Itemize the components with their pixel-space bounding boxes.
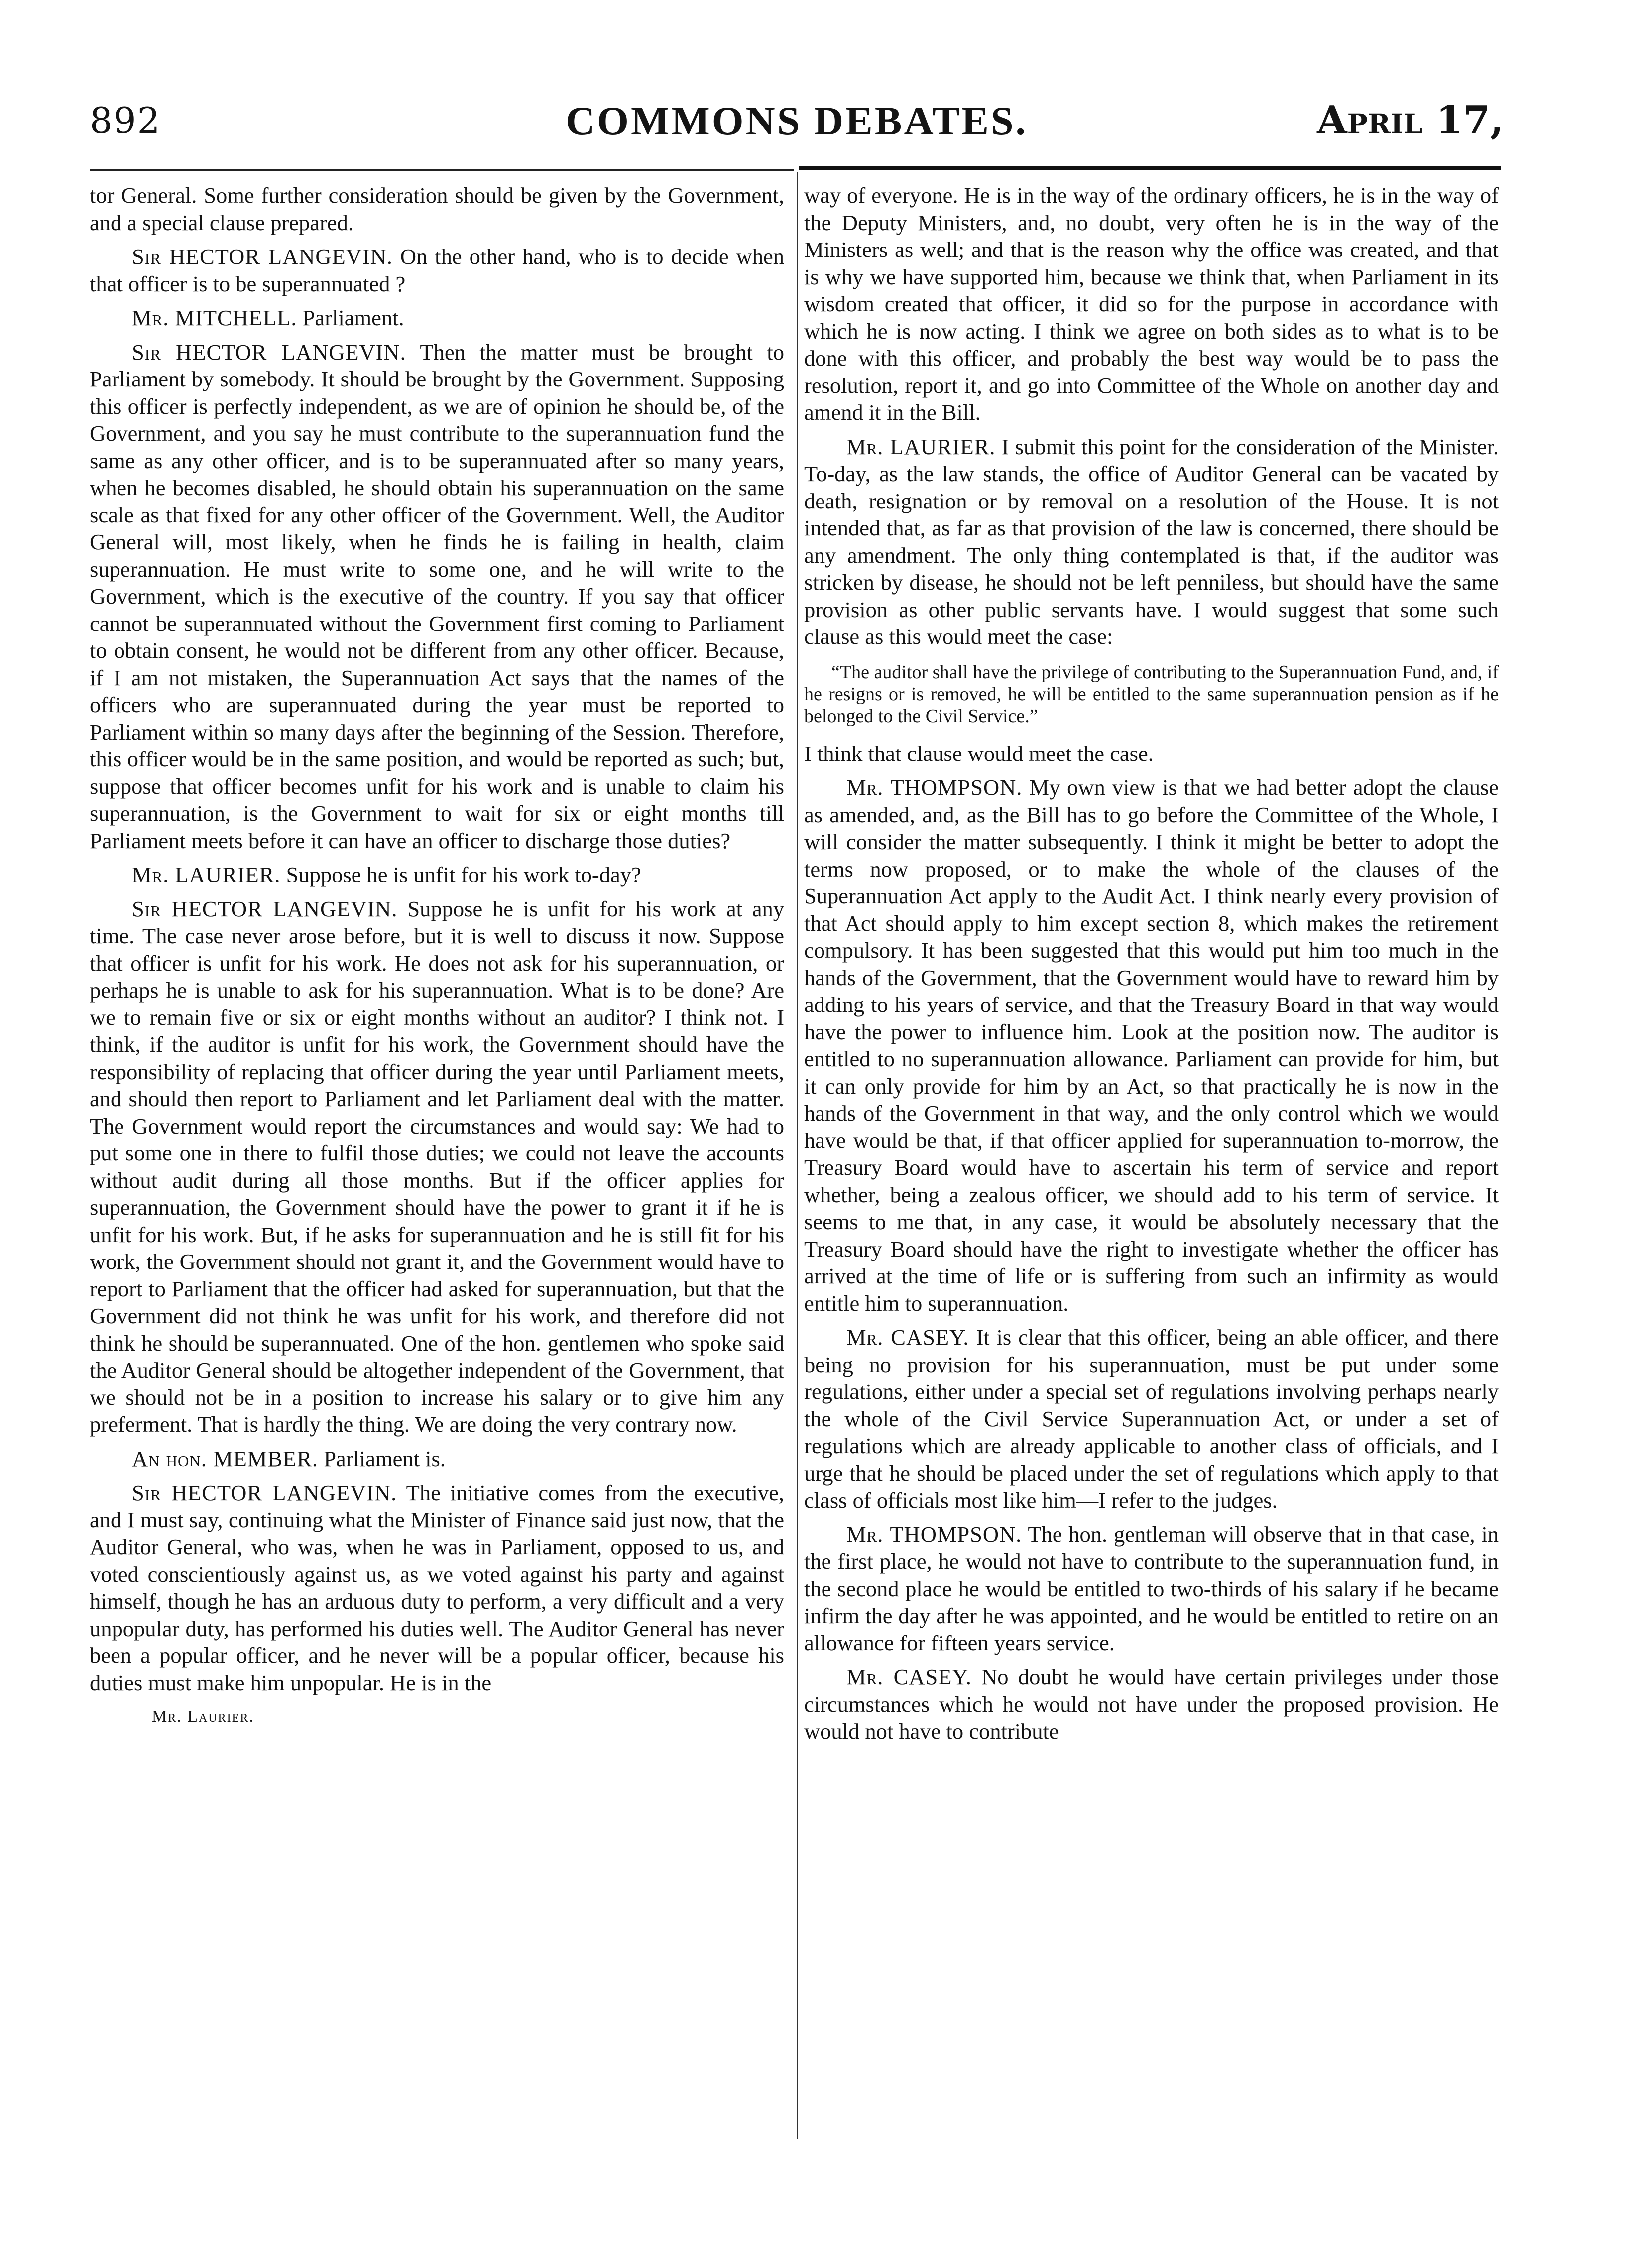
header-date: April 17, [1317, 98, 1504, 143]
header-rule-right [799, 166, 1501, 170]
paragraph [804, 1521, 1499, 1657]
speaker-name: Mr. LAURIER. [846, 434, 996, 459]
speaker-name: Sir HECTOR LANGEVIN. [132, 339, 406, 365]
paragraph [90, 243, 784, 297]
paragraph-text: Suppose he is unfit for his work to-day? [286, 862, 641, 887]
paragraph [804, 1663, 1499, 1745]
paragraph-text: Parliament. [302, 305, 404, 330]
paragraph-text: way of everyone. He is in the way of the ordinary officers, he is in the way of the Deputy Ministers, and, no doubt, very often he is in the way of the Ministers as well; and that is the reason why the office was created, and that is why we have supported him, because we think that, when Parliament in its wisdom created that officer, it did so for the purpose in accordance with which he is now acting. I think we agree on both sides as to what is to be done with this officer, and probably the best way would be to pass the resolution, report it, and go into Committee of the Whole on another day and amend it in the Bill. [804, 183, 1499, 425]
page-number: 892 [90, 100, 161, 141]
paragraph-text: I think that clause would meet the case. [804, 741, 1154, 766]
paragraph-text: The hon. gentleman will observe that in that case, in the first place, he would not have to contribute to the superannuation fund, in the second place he would be entitled to two-thirds of his salary if he became infirm the day after he was appointed, and he would be entitled to retire on an allowance for fifteen years service. [804, 1521, 1499, 1655]
speaker-name: Mr. THOMPSON. [846, 775, 1023, 800]
speaker-name: Mr. THOMPSON. [846, 1521, 1022, 1547]
paragraph-text: Suppose he is unfit for his work at any time. The case never arose before, but it is well to discuss it now. Suppose that officer is unfit for his work. He does not ask for his superannuation, or perhaps he is unable to ask for his superannuation. What is to be done? Are we to remain five or six or eight months without an auditor? I think not. I think, if the auditor is unfit for his work, the Government should have the responsibility of replacing that officer during the year until Parliament meets, and should then report to Parliament and let Parliament deal with the matter. The Government would report the circumstances and would say: We had to put some one in there to fulfil those duties; we could not leave the accounts without audit during all those months. But if the officer applies for superannuation, the Government should have the power to grant it if he is unfit for his work. But, if he asks for superannuation and he is still fit for his work, the Government should not grant it, and the Government would have to report to Parliament that the officer had asked for superannuation, but that the Government did not think he was unfit for his work, and therefore did not think he should be superannuated. One of the hon. gentlemen who spoke said the Auditor General should be altogether independent of the Government, that we should not be in a position to increase his salary or to give him any preferment. That is hardly the thing. We are doing the very contrary now. [90, 896, 784, 1437]
paragraph-text: Then the matter must be brought to Parliament by somebody. It should be brought by the Government. Supposing this officer is perfectly independent, as we are of opinion he should be, of the Government, and you say he must contribute to the superannuation fund the same as any other officer, and is to be superannuated after so many years, when he becomes disabled, he should obtain his superannuation on the same scale as that fixed for any other officer of the Government. Well, the Auditor General will, most likely, when he finds he is failing in health, claim superannuation. He must write to some one, and he will write to the Government, which is the executive of the country. If you say that officer cannot be superannuated without the Government first coming to Parliament to obtain consent, he would not be different from any other officer. Because, if I am not mistaken, the Superannuation Act says that the names of the officers who are superannuated during the year must be reported to Parliament within so many days after the beginning of the Session. Therefore, this officer would be in the same position, and would be reported as such; but, suppose that officer becomes unfit for his work and is unable to claim his superannuation, is the Government to wait for six or eight months till Parliament meets before it can have an officer to discharge those duties? [90, 339, 784, 853]
speaker-name: Mr. LAURIER. [132, 862, 281, 887]
paragraph [90, 182, 784, 236]
paragraph [804, 740, 1499, 767]
paragraph-text: I submit this point for the consideration of the Minister. To-day, as the law stands, the office of Auditor General can be vacated by death, resignation or by removal on a resolution of the House. It is not intended that, as far as that provision of the law is concerned, there should be any amendment. The only thing contemplated is that, if the auditor was stricken by disease, he should not be left penniless, but should have the same provision as other public servants have. I would suggest that some such clause as this would meet the case: [804, 434, 1499, 649]
left-column [90, 182, 784, 2134]
speaker-name: Sir HECTOR LANGEVIN. [132, 1480, 397, 1505]
paragraph [804, 182, 1499, 426]
header-rule-left [90, 169, 794, 171]
page-header [90, 100, 1504, 159]
block-quote [804, 661, 1499, 727]
paragraph [804, 774, 1499, 1317]
paragraph-text: No doubt he would have certain privileges under those circumstances which he would not have under the proposed provision. He would not have to contribute [804, 1664, 1499, 1744]
paragraph-text: The initiative comes from the executive, and I must say, continuing what the Minister of Finance said just now, that the Auditor General, who was, when he was in Parliament, opposed to us, and voted conscientiously against us, as we voted against his party and against himself, though he has an arduous duty to perform, a very difficult and a very unpopular duty, has performed his duties well. The Auditor General has never been a popular officer, and he never will be a popular officer, because his duties must make him unpopular. He is in the [90, 1480, 784, 1695]
paragraph [804, 433, 1499, 650]
paragraph [90, 895, 784, 1438]
speaker-name: Sir HECTOR LANGEVIN. [132, 896, 398, 921]
speaker-name: Mr. CASEY. [846, 1664, 972, 1689]
paragraph-text: It is clear that this officer, being an able officer, and there being no provision for his superannuation, must be put under some regulations, either under a special set of regulations involving perhaps nearly the whole of the Civil Service Superannuation Act, or under a set of regulations which are already applicable to another class of officials, and I urge that he should be placed under the set of regulations which apply to that class of officials most like him—I refer to the judges. [804, 1325, 1499, 1512]
paragraph [90, 339, 784, 855]
paragraph [90, 861, 784, 888]
speaker-name: Sir HECTOR LANGEVIN. [132, 244, 393, 269]
paragraph-text: On the other hand, who is to decide when that officer is to be superannuated ? [90, 244, 784, 296]
column-divider [797, 172, 798, 2139]
paragraph-text: tor General. Some further consideration should be given by the Government, and a special clause prepared. [90, 183, 784, 235]
paragraph [804, 1324, 1499, 1514]
quote-text: “The auditor shall have the privilege of contributing to the Superannuation Fund, and, if he resigns or is removed, he will be entitled to the same superannuation pension as if he belonged to the Civil Service.” [804, 661, 1499, 727]
speaker-name: An hon. MEMBER. [132, 1446, 319, 1471]
paragraph-text: My own view is that we had better adopt the clause as amended, and, as the Bill has to go before the Committee of the Whole, I will consider the matter subsequently. I think it might be better to adopt the terms now proposed, or to make the whole of the clauses of the Superannuation Act apply to the Audit Act. I think nearly every provision of that Act should apply to him except section 8, which makes the retirement compulsory. It has been suggested that this would put him too much in the hands of the Government, that the Government would have to reward him by adding to his years of service, and that the Treasury Board in that way would have the power to influence him. Look at the position now. The auditor is entitled to no superannuation allowance. Parliament can provide for him, but it can only provide for him by an Act, so that practically he is now in the hands of the Government in that way, and the only control which we would have would be that, if that officer applied for superannuation to-morrow, the Treasury Board would have to ascertain his term of service and report whether, being a zealous officer, we should add to his term of service. It seems to me that, in any case, it would be absolutely necessary that the Treasury Board should have the right to investigate whether the officer has arrived at the time of life or is suffering from such an infirmity as would entitle him to superannuation. [804, 775, 1499, 1316]
paragraph [90, 304, 784, 332]
catchword: Mr. Laurier. [152, 1707, 254, 1726]
right-column [804, 182, 1499, 2134]
paragraph [90, 1479, 784, 1696]
speaker-name: Mr. MITCHELL. [132, 305, 297, 330]
speaker-name: Mr. CASEY. [846, 1325, 969, 1350]
running-title: COMMONS DEBATES. [565, 98, 1028, 143]
paragraph [90, 1445, 784, 1473]
paragraph-text: Parliament is. [324, 1446, 446, 1471]
